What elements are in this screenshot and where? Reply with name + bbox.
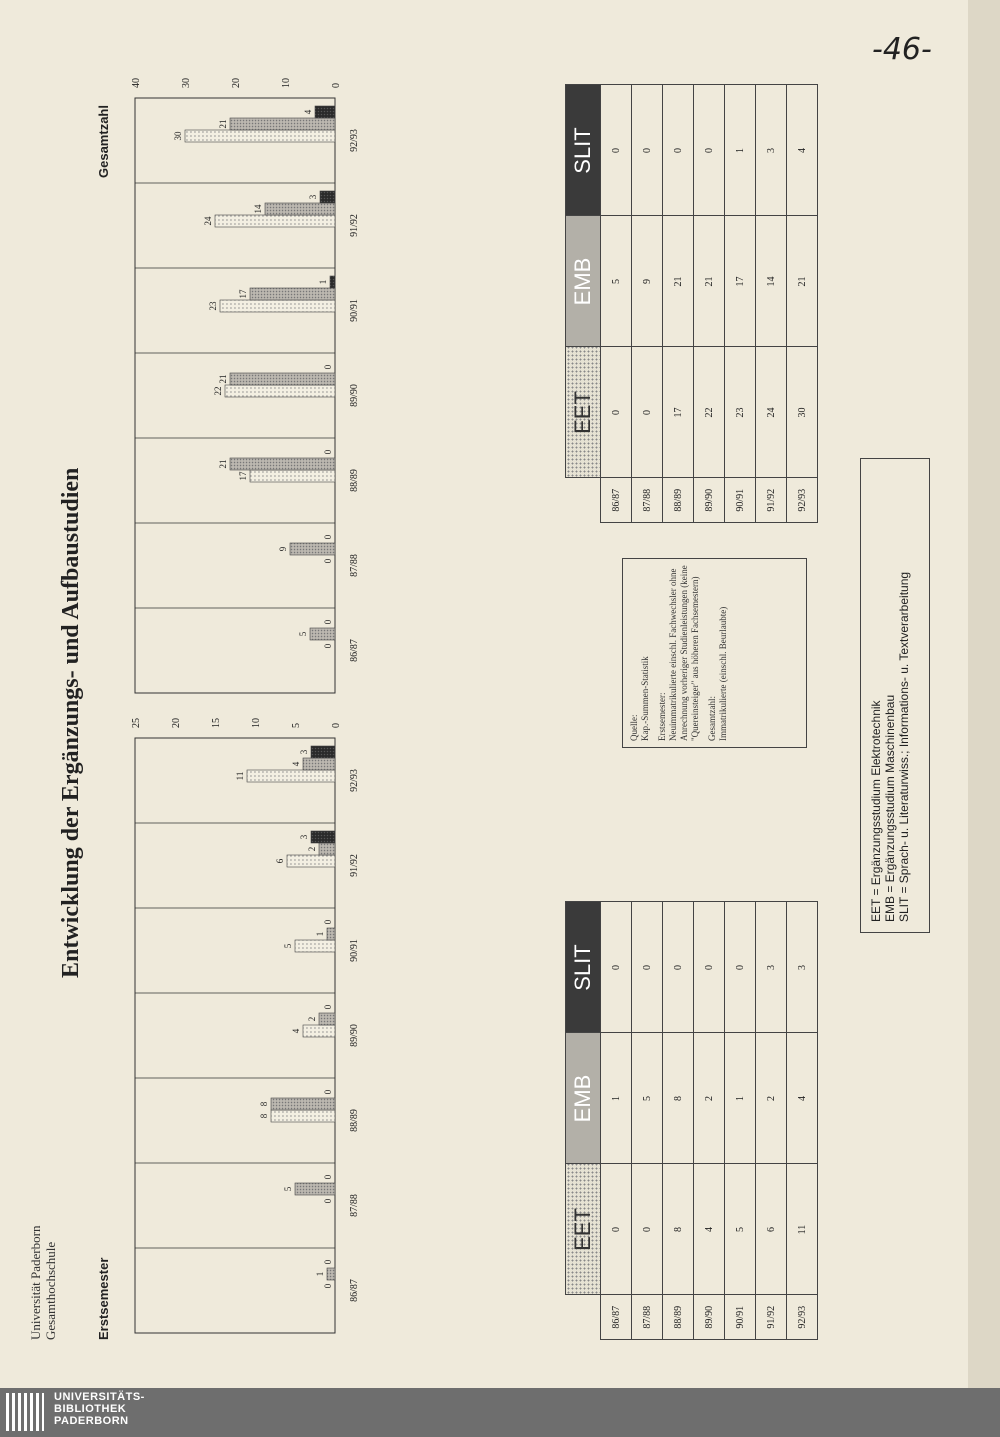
erst-data-label: 0 <box>323 1259 333 1265</box>
chart-gesamtzahl <box>125 58 385 698</box>
ges-bar-slit <box>330 276 335 288</box>
ges-table-row <box>756 85 787 523</box>
page-title: Entwicklung der Ergänzungs- und Aufbaustudien <box>58 467 84 978</box>
ges-table-year: 91/92 <box>756 478 787 523</box>
ges-table-row <box>632 85 663 523</box>
erst-table-cell: 0 <box>601 902 632 1033</box>
erst-table-year: 92/93 <box>787 1295 818 1340</box>
erst-ytick: 20 <box>171 718 182 728</box>
erst-table-cell: 5 <box>725 1164 756 1295</box>
header-block <box>28 1226 58 1340</box>
chart-erstsemester <box>125 718 385 1338</box>
ges-table-header-emb: EMB <box>566 216 601 347</box>
legend-slit: SLIT = Sprach- u. Literaturwiss.; Informations- u. Textverarbeitung <box>897 571 911 922</box>
ges-table-row <box>787 85 818 523</box>
ges-xtick: 89/90 <box>349 384 360 407</box>
library-logo-icon <box>6 1393 44 1431</box>
ges-table-row <box>725 85 756 523</box>
ges-table-cell: 0 <box>601 347 632 478</box>
erst-data-label: 8 <box>259 1101 269 1107</box>
ges-table-cell: 1 <box>725 85 756 216</box>
erst-bar-eet <box>287 855 335 867</box>
ges-table-cell: 30 <box>787 347 818 478</box>
ges-table-cell: 0 <box>663 85 694 216</box>
ges-data-label: 17 <box>238 289 248 299</box>
ges-bar-emb <box>250 288 335 300</box>
ges-table-cell: 21 <box>694 216 725 347</box>
ges-ytick: 20 <box>231 78 242 88</box>
ges-bar-eet <box>250 470 335 482</box>
erst-data-label: 0 <box>323 1283 333 1289</box>
ges-bar-emb <box>265 203 335 215</box>
ges-bar-eet <box>220 300 335 312</box>
note-erst-label: Erstsemester: <box>657 692 667 741</box>
erst-bar-eet <box>303 1025 335 1037</box>
erst-data-label: 6 <box>275 858 285 864</box>
erst-ytick: 5 <box>291 723 302 728</box>
erst-table-row <box>632 902 663 1340</box>
erst-data-label: 5 <box>283 1186 293 1192</box>
ges-table-cell: 21 <box>787 216 818 347</box>
ges-table-year: 87/88 <box>632 478 663 523</box>
erst-bar-emb <box>327 928 335 940</box>
note-ges-label: Gesamtzahl: <box>707 696 717 741</box>
ges-table-year: 89/90 <box>694 478 725 523</box>
erst-bar-eet <box>247 770 335 782</box>
library-line3: PADERBORN <box>54 1415 129 1427</box>
erst-data-label: 11 <box>235 771 245 781</box>
ges-table-cell: 24 <box>756 347 787 478</box>
erst-table-cell: 0 <box>632 902 663 1033</box>
ges-table-cell: 17 <box>725 216 756 347</box>
erst-table-cell: 4 <box>787 1033 818 1164</box>
ges-xtick: 90/91 <box>349 299 360 322</box>
erst-bar-emb <box>327 1268 335 1280</box>
ges-table-year: 86/87 <box>601 478 632 523</box>
ges-data-label: 0 <box>323 558 333 564</box>
erst-data-label: 2 <box>307 846 317 852</box>
erst-table-cell: 0 <box>663 902 694 1033</box>
note-source-label: Quelle: <box>629 714 639 741</box>
erst-table-cell: 3 <box>787 902 818 1033</box>
erst-xtick: 90/91 <box>349 939 360 962</box>
ges-data-label: 9 <box>278 546 288 552</box>
erst-table-header-eet: EET <box>566 1164 601 1295</box>
erst-table-cell: 4 <box>694 1164 725 1295</box>
ges-xtick: 86/87 <box>349 639 360 662</box>
erst-table-cell: 8 <box>663 1164 694 1295</box>
ges-ytick: 40 <box>131 78 142 88</box>
ges-table-year: 90/91 <box>725 478 756 523</box>
ges-data-label: 0 <box>323 534 333 540</box>
erst-xtick: 87/88 <box>349 1194 360 1217</box>
library-name <box>54 1391 145 1427</box>
ges-data-label: 0 <box>323 643 333 649</box>
ges-data-label: 0 <box>323 449 333 455</box>
table-erstsemester <box>565 902 818 1341</box>
erst-data-label: 0 <box>323 1089 333 1095</box>
erst-data-label: 1 <box>315 1271 325 1277</box>
ges-data-label: 17 <box>238 471 248 481</box>
ges-xtick: 87/88 <box>349 554 360 577</box>
erst-table-cell: 2 <box>694 1033 725 1164</box>
erst-table-cell: 1 <box>601 1033 632 1164</box>
erst-table-year: 88/89 <box>663 1295 694 1340</box>
erst-ytick: 10 <box>251 718 262 728</box>
ges-xtick: 91/92 <box>349 214 360 237</box>
erst-bar-emb <box>303 758 335 770</box>
erst-table-cell: 2 <box>756 1033 787 1164</box>
ges-table-header-eet: EET <box>566 347 601 478</box>
note-erst-text: Neuimmatrikulierte einschl. Fachwechsler ohne Anrechnung vorheriger Studienleistungen (keine "Quereinsteiger" aus höheren Fachsemestern) <box>668 565 700 741</box>
erst-data-label: 2 <box>307 1016 317 1022</box>
ges-data-label: 3 <box>308 194 318 200</box>
ges-table-cell: 21 <box>663 216 694 347</box>
chart2-title: Gesamtzahl <box>96 105 111 178</box>
ges-xtick: 88/89 <box>349 469 360 492</box>
ges-table-cell: 0 <box>601 85 632 216</box>
ges-data-label: 24 <box>203 216 213 226</box>
erst-data-label: 4 <box>291 1028 301 1034</box>
page-number: -46- <box>872 32 932 67</box>
erst-table-year: 90/91 <box>725 1295 756 1340</box>
erst-data-label: 1 <box>315 931 325 937</box>
ges-bar-emb <box>230 118 335 130</box>
erst-table-cell: 0 <box>632 1164 663 1295</box>
erst-table-year: 87/88 <box>632 1295 663 1340</box>
ges-data-label: 14 <box>253 204 263 214</box>
erst-data-label: 0 <box>323 1174 333 1180</box>
ges-data-label: 21 <box>218 119 228 129</box>
erst-bar-emb <box>271 1098 335 1110</box>
ges-table-cell: 0 <box>632 85 663 216</box>
ges-bar-slit <box>320 191 335 203</box>
erst-table-year: 89/90 <box>694 1295 725 1340</box>
erst-table-row <box>787 902 818 1340</box>
erst-data-label: 0 <box>323 919 333 925</box>
notes-box <box>622 558 807 748</box>
erst-table-cell: 0 <box>694 902 725 1033</box>
erst-xtick: 88/89 <box>349 1109 360 1132</box>
erst-table-row <box>725 902 756 1340</box>
erst-table-row <box>663 902 694 1340</box>
erst-data-label: 8 <box>259 1113 269 1119</box>
erst-bar-eet <box>271 1110 335 1122</box>
legend-emb: EMB = Ergänzungsstudium Maschinenbau <box>883 694 897 922</box>
erst-bar-emb <box>319 1013 335 1025</box>
ges-table-cell: 17 <box>663 347 694 478</box>
library-line2: BIBLIOTHEK <box>54 1403 127 1415</box>
erst-bar-emb <box>319 843 335 855</box>
ges-data-label: 22 <box>213 386 223 396</box>
erst-table-row <box>601 902 632 1340</box>
legend-box <box>860 458 930 933</box>
ges-table-year: 88/89 <box>663 478 694 523</box>
erst-ytick: 15 <box>211 718 222 728</box>
ges-xtick: 92/93 <box>349 129 360 152</box>
ges-ytick: 10 <box>281 78 292 88</box>
ges-table-cell: 14 <box>756 216 787 347</box>
ges-data-label: 1 <box>318 279 328 285</box>
ges-table-row <box>663 85 694 523</box>
page-edge <box>968 0 1000 1388</box>
erst-bar-emb <box>295 1183 335 1195</box>
ges-data-label: 30 <box>173 131 183 141</box>
ges-table-cell: 0 <box>632 347 663 478</box>
ges-table-cell: 0 <box>694 85 725 216</box>
library-line1: UNIVERSITÄTS- <box>54 1391 145 1403</box>
legend-eet: EET = Ergänzungsstudium Elektrotechnik <box>869 700 883 922</box>
ges-table-cell: 22 <box>694 347 725 478</box>
university-name: Universität Paderborn <box>28 1225 43 1340</box>
erst-table-year: 86/87 <box>601 1295 632 1340</box>
library-footer <box>0 1388 1000 1437</box>
erst-xtick: 92/93 <box>349 769 360 792</box>
erst-data-label: 3 <box>299 749 309 755</box>
erst-xtick: 91/92 <box>349 854 360 877</box>
erst-table-cell: 8 <box>663 1033 694 1164</box>
ges-bar-eet <box>215 215 335 227</box>
erst-xtick: 86/87 <box>349 1279 360 1302</box>
erst-data-label: 4 <box>291 761 301 767</box>
ges-bar-eet <box>185 130 335 142</box>
erst-bar-slit <box>311 831 335 843</box>
ges-table-header-slit: SLIT <box>566 85 601 216</box>
ges-ytick: 0 <box>331 83 342 88</box>
erst-xtick: 89/90 <box>349 1024 360 1047</box>
ges-data-label: 5 <box>298 631 308 637</box>
ges-bar-emb <box>230 373 335 385</box>
ges-data-label: 21 <box>218 374 228 384</box>
erst-ytick: 25 <box>131 718 142 728</box>
erst-table-cell: 0 <box>725 902 756 1033</box>
erst-data-label: 3 <box>299 834 309 840</box>
chart1-title: Erstsemester <box>96 1257 111 1340</box>
ges-bar-emb <box>230 458 335 470</box>
erst-bar-eet <box>295 940 335 952</box>
erst-table-cell: 6 <box>756 1164 787 1295</box>
erst-table-header-emb: EMB <box>566 1033 601 1164</box>
erst-table-row <box>756 902 787 1340</box>
ges-data-label: 23 <box>208 301 218 311</box>
erst-table-cell: 1 <box>725 1033 756 1164</box>
ges-bar-eet <box>225 385 335 397</box>
erst-table-year: 91/92 <box>756 1295 787 1340</box>
ges-ytick: 30 <box>181 78 192 88</box>
ges-table-row <box>601 85 632 523</box>
erst-ytick: 0 <box>331 723 342 728</box>
erst-data-label: 0 <box>323 1198 333 1204</box>
erst-table-cell: 0 <box>601 1164 632 1295</box>
ges-bar-emb <box>310 628 335 640</box>
erst-data-label: 5 <box>283 943 293 949</box>
ges-table-cell: 5 <box>601 216 632 347</box>
ges-table-row <box>694 85 725 523</box>
ges-table-cell: 3 <box>756 85 787 216</box>
erst-table-row <box>694 902 725 1340</box>
erst-table-cell: 5 <box>632 1033 663 1164</box>
ges-table-year: 92/93 <box>787 478 818 523</box>
note-ges-text: Immatrikulierte (einschl. Beurlaubte) <box>718 606 728 741</box>
note-source-text: Kap.-Summen-Statistik <box>640 656 650 741</box>
erst-bar-slit <box>311 746 335 758</box>
ges-data-label: 21 <box>218 459 228 469</box>
university-subtitle: Gesamthochschule <box>43 1241 58 1340</box>
erst-table-cell: 3 <box>756 902 787 1033</box>
ges-table-cell: 23 <box>725 347 756 478</box>
erst-data-label: 0 <box>323 1004 333 1010</box>
ges-data-label: 0 <box>323 619 333 625</box>
ges-table-cell: 4 <box>787 85 818 216</box>
ges-table-cell: 9 <box>632 216 663 347</box>
erst-table-header-slit: SLIT <box>566 902 601 1033</box>
ges-bar-emb <box>290 543 335 555</box>
ges-bar-slit <box>315 106 335 118</box>
ges-data-label: 0 <box>323 364 333 370</box>
table-gesamtzahl <box>565 85 818 524</box>
ges-data-label: 4 <box>303 109 313 115</box>
erst-table-cell: 11 <box>787 1164 818 1295</box>
